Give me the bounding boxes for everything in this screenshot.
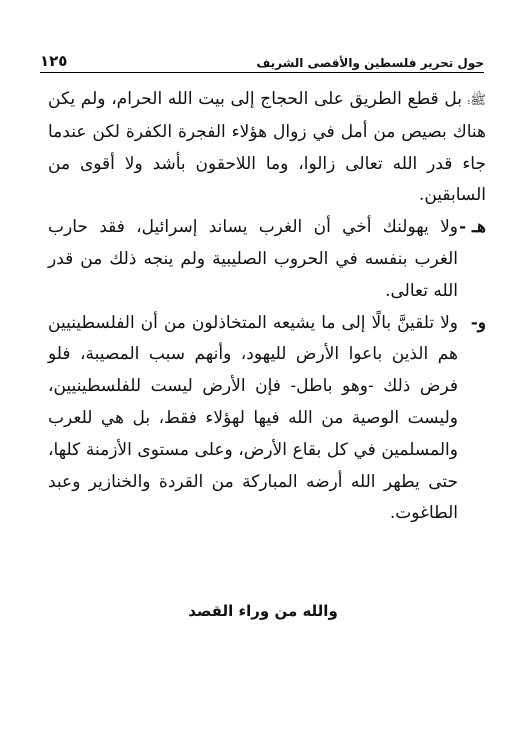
- paragraph-1: [48, 84, 486, 212]
- closing-phrase: والله من وراء القصد: [188, 602, 338, 620]
- paragraph-3: [48, 308, 486, 531]
- running-header: [40, 48, 484, 70]
- paragraph-2: [48, 212, 486, 307]
- paragraph-1-text: بل قطع الطريق على الحجاج إلى بيت الله الحرام، ولم يكن هناك بصيص من أمل في زوال هؤلاء الفجرة الكفرة لكن عندما جاء قدر الله تعالى زالوا، وما اللاحقون بأشد ولا أقوى من السابقين.: [48, 89, 486, 206]
- paragraph-2-text: ولا يهولنك أخي أن الغرب يساند إسرائيل، فقد حارب الغرب بنفسه في الحروب الصليبية ولم ينجه ذلك من قدر الله تعالى.: [48, 217, 458, 301]
- running-title: حول تحرير فلسطين والأقصى الشريف: [256, 56, 484, 70]
- header-rule: [40, 72, 484, 73]
- page-number: ١٢٥: [40, 52, 68, 70]
- list-marker-ha: هـ -: [459, 217, 486, 238]
- honorific-glyph: ﷺ؛: [467, 93, 486, 108]
- list-marker-waw: و-: [470, 312, 486, 333]
- paragraph-3-text: ولا تلقينَّ بالًا إلى ما يشيعه المتخاذلون من أن الفلسطينيين هم الذين باعوا الأرض لليهود، وأنهم سبب المصيبة، فلو فرض ذلك -وهو باطل- فإن الأرض ليست للفلسطينيين، وليست الوصية من الله فيها لهؤلاء فقط، بل هي للعرب والمسلمين في كل بقاع الأرض، وعلى مستوى الأزمنة كلها، حتى يطهر الله أرضه المباركة من القردة والخنازير وعبد الطاغوت.: [48, 312, 458, 524]
- body-text: [48, 84, 486, 530]
